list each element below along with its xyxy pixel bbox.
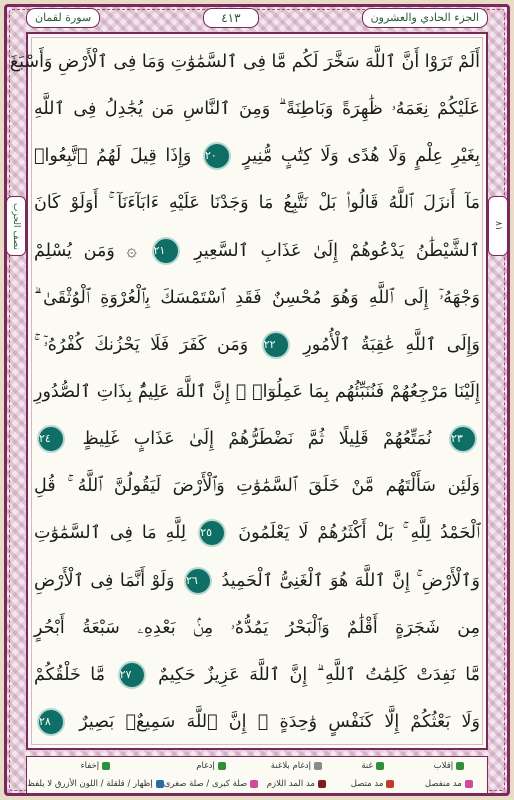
- verse-line: مَآ أَنزَلَ ٱللَّهُ قَالُوا۟ بَلْ نَتَّبِعُ مَا وَجَدْنَا عَلَيْهِ ءَابَآءَنَآ ۚ أَوَلَوْ كَانَ: [34, 193, 480, 214]
- legend-swatch: [156, 780, 164, 788]
- legend-swatch: [250, 780, 258, 788]
- legend-item: [258, 757, 334, 775]
- legend-item: [164, 775, 258, 793]
- hizb-marker-right-text: ٨١: [493, 221, 503, 231]
- legend-label: غنة: [361, 761, 373, 771]
- verse-line: وَٱلْأَرْضِ ۚ إِنَّ ٱللَّهَ هُوَ ٱلْغَنِىُّ ٱلْحَمِيدُ ٢٦ وَلَوْ أَنَّمَا فِى ٱلْأَرْضِ: [34, 561, 480, 601]
- ayah-number-marker: ٢٠: [203, 142, 231, 170]
- legend-item: [334, 775, 410, 793]
- legend-item: [27, 775, 164, 793]
- legend-swatch: [376, 762, 384, 770]
- legend-item: [258, 775, 334, 793]
- legend-swatch: [318, 780, 326, 788]
- verse-line: مِن شَجَرَةٍ أَقْلَٰمٌ وَٱلْبَحْرُ يَمُدُّهُۥ مِنۢ بَعْدِهِۦ سَبْعَةُ أَبْحُرٍ: [34, 617, 480, 638]
- legend-item: [27, 757, 164, 775]
- verse-line: وَجْهَهُۥٓ إِلَى ٱللَّهِ وَهُوَ مُحْسِنٌ فَقَدِ ٱسْتَمْسَكَ بِٱلْعُرْوَةِ ٱلْوُثْقَىٰ ۗ: [34, 287, 480, 308]
- verse-line: إِلَيْنَا مَرْجِعُهُمْ فَنُنَبِّئُهُم بِمَا عَمِلُوٓا۟ ۚ إِنَّ ٱللَّهَ عَلِيمٌۢ بِذَاتِ ٱلصُّدُورِ: [34, 381, 480, 402]
- ayah-number-marker: ٢٣: [449, 425, 477, 453]
- legend-label: مد المد اللازم: [266, 779, 315, 789]
- verse-line: عَلَيْكُمْ نِعَمَهُۥ ظَٰهِرَةً وَبَاطِنَةً ۗ وَمِنَ ٱلنَّاسِ مَن يُجَٰدِلُ فِى ٱللَّهِ: [34, 99, 480, 120]
- legend-swatch: [465, 780, 473, 788]
- legend-item: [411, 757, 487, 775]
- legend-label: صلة كبرى / صلة صغرى: [163, 779, 248, 789]
- legend-swatch: [102, 762, 110, 770]
- legend-label: إظهار / قلقلة / اللون الأزرق لا يلفظ: [27, 779, 153, 789]
- legend-item: [164, 757, 258, 775]
- legend-label: إقلاب: [433, 761, 454, 771]
- legend-swatch: [218, 762, 226, 770]
- legend-label: مد منفصل: [424, 779, 462, 789]
- hizb-marker-left-text: نصف الحزب: [11, 202, 21, 250]
- legend-label: مد متصل: [350, 779, 384, 789]
- verse-line: ٢٣ نُمَتِّعُهُمْ قَلِيلًا ثُمَّ نَضْطَرُّهُمْ إِلَىٰ عَذَابٍ غَلِيظٍ ٢٤: [34, 419, 480, 459]
- hizb-marker-left: [6, 196, 26, 256]
- legend-swatch: [456, 762, 464, 770]
- ayah-number-marker: ٢١: [152, 237, 180, 265]
- ayah-number-marker: ٢٨: [37, 708, 65, 736]
- page-header: [26, 6, 488, 30]
- legend-swatch: [386, 780, 394, 788]
- verse-line: وَلَا بَعْثُكُمْ إِلَّا كَنَفْسٍ وَٰحِدَةٍ ۗ إِنَّ ٱللَّهَ سَمِيعٌۢ بَصِيرٌ ٢٨: [34, 702, 480, 742]
- legend-label: إخفاء: [80, 761, 100, 771]
- ayah-number-marker: ٢٧: [118, 661, 146, 689]
- tajweed-legend: [26, 756, 488, 794]
- ayah-number-marker: ٢٤: [37, 425, 65, 453]
- juz-label: الجزء الحادي والعشرون: [362, 8, 488, 28]
- verse-line: وَإِلَى ٱللَّهِ عَٰقِبَةُ ٱلْأُمُورِ ٢٢ وَمَن كَفَرَ فَلَا يَحْزُنكَ كُفْرُهُۥٓ ۚ: [34, 325, 480, 365]
- ayah-number-marker: ٢٥: [198, 519, 226, 547]
- ayah-number-marker: ٢٢: [262, 331, 290, 359]
- hizb-marker-right: [488, 196, 508, 256]
- verse-line: ٱلشَّيْطَٰنُ يَدْعُوهُمْ إِلَىٰ عَذَابِ ٱلسَّعِيرِ ٢١ ۞ وَمَن يُسْلِمْ: [34, 231, 480, 271]
- ayah-number-marker: ٢٦: [184, 567, 212, 595]
- legend-label: إدغام: [196, 761, 215, 771]
- legend-swatch: [314, 762, 322, 770]
- verse-line: مَّا نَفِدَتْ كَلِمَٰتُ ٱللَّهِ ۗ إِنَّ ٱللَّهَ عَزِيزٌ حَكِيمٌ ٢٧ مَّا خَلْقُكُمْ: [34, 655, 480, 695]
- verse-line: ٱلْحَمْدُ لِلَّهِ ۚ بَلْ أَكْثَرُهُمْ لَا يَعْلَمُونَ ٢٥ لِلَّهِ مَا فِى ٱلسَّمَٰوَٰتِ: [34, 513, 480, 553]
- legend-item: [334, 757, 410, 775]
- surah-label: سورة لقمان: [26, 8, 100, 28]
- legend-label: إدغام بلاغنة: [270, 761, 311, 771]
- verse-line: وَلَئِن سَأَلْتَهُم مَّنْ خَلَقَ ٱلسَّمَٰوَٰتِ وَٱلْأَرْضَ لَيَقُولُنَّ ٱللَّهُ ۚ قُلِ: [34, 476, 480, 497]
- legend-item: [411, 775, 487, 793]
- page-number: ٤١٣: [203, 8, 259, 28]
- verse-line: أَلَمْ تَرَوْا أَنَّ ٱللَّهَ سَخَّرَ لَكُم مَّا فِى ٱلسَّمَٰوَٰتِ وَمَا فِى ٱلْأَرْضِ وَأَسْبَغَ: [9, 52, 480, 72]
- verse-line: بِغَيْرِ عِلْمٍ وَلَا هُدًى وَلَا كِتَٰبٍ مُّنِيرٍ ٢٠ وَإِذَا قِيلَ لَهُمُ ٱتَّبِعُوا۟: [34, 136, 480, 176]
